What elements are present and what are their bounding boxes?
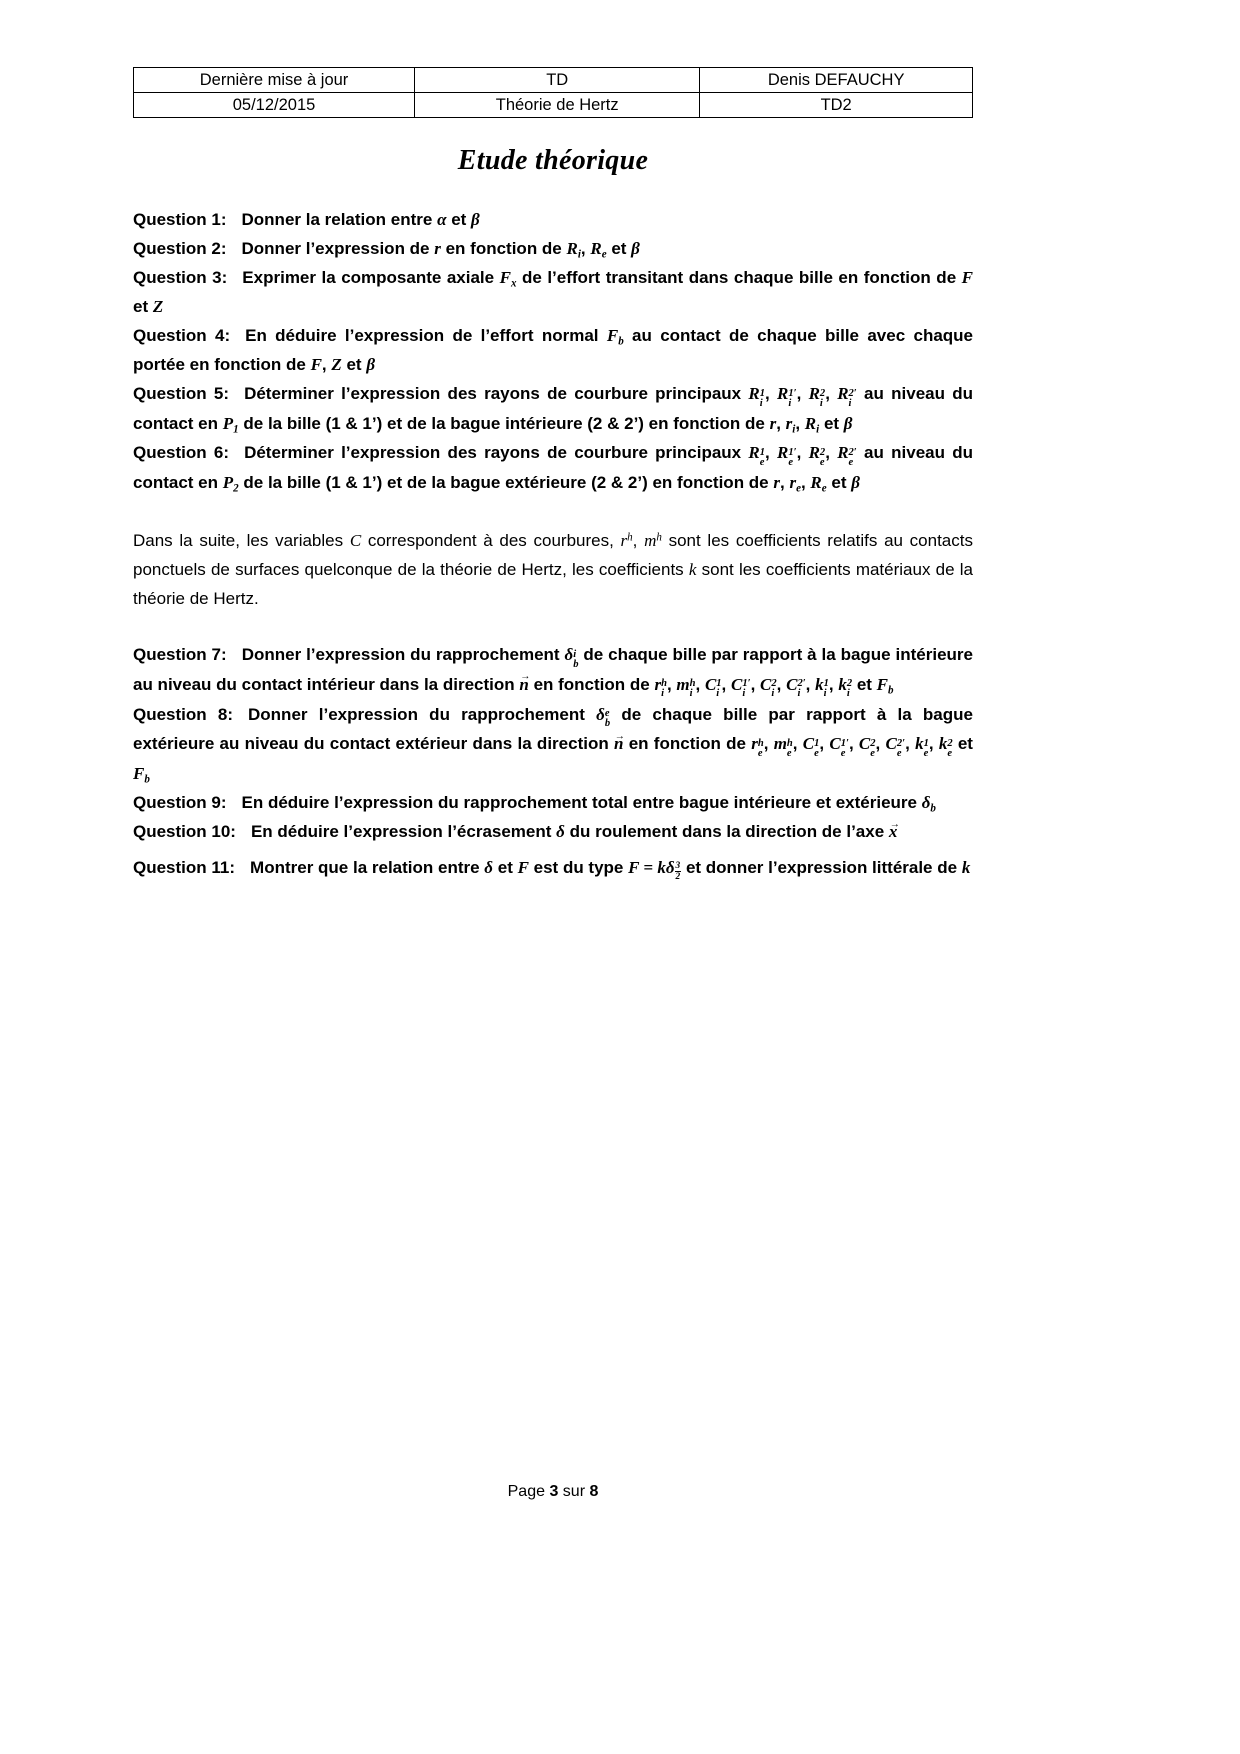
question-4 bbox=[133, 321, 973, 379]
question-11-text: Montrer que la relation entre δ et F est du type F = kδ $\frac{3}{2}$ et donner l’expression littérale de k bbox=[250, 858, 971, 883]
question-10-text: En déduire l’expression l’écrasement δ du roulement dans la direction de l’axe x → bbox=[251, 822, 897, 841]
document-page bbox=[133, 67, 973, 883]
question-7-text: Donner l’expression du rapprochement δ i b de chaque bille par rapport à la bague intérieure au niveau du contact intérieur dans la direction n → en fonction de r h i , m h i , C 1 i , C 1′ i , C 2 i , C 2′ i , k 1 i , k 2 i et $F_b$ bbox=[133, 645, 973, 694]
question-9-text: En déduire l’expression du rapprochement total entre bague intérieure et extérieure $\delta_b$ bbox=[241, 793, 936, 815]
question-9 bbox=[133, 788, 973, 817]
question-1-label: Question 1: bbox=[133, 210, 227, 229]
question-5-label: Question 5: bbox=[133, 384, 230, 403]
question-4-label: Question 4: bbox=[133, 326, 231, 345]
header-cell-author: Denis DEFAUCHY bbox=[700, 68, 973, 93]
question-8-text: Donner l’expression du rapprochement δ e b de chaque bille par rapport à la bague extérieure au niveau du contact extérieur dans la direction n → en fonction de r h e , m h e , C 1 e , C 1′ e , C 2 e , C 2′ e , k 1 e , k 2 e et $F_b$ bbox=[133, 705, 973, 784]
question-1 bbox=[133, 205, 973, 234]
header-row-1 bbox=[134, 68, 973, 93]
question-11 bbox=[133, 853, 973, 882]
header-cell-last-update-label: Dernière mise à jour bbox=[134, 68, 415, 93]
question-6 bbox=[133, 438, 973, 497]
question-11-label: Question 11: bbox=[133, 858, 236, 878]
header-cell-subject: Théorie de Hertz bbox=[415, 93, 700, 118]
question-7 bbox=[133, 640, 973, 700]
question-4-text: En déduire l’expression de l’effort normal $F_b$ au contact de chaque bille avec chaque portée en fonction de F, Z et β bbox=[133, 326, 974, 374]
question-8-label: Question 8: bbox=[133, 704, 234, 724]
question-3-text: Exprimer la composante axiale $F_x$ de l’effort transitant dans chaque bille en fonction de F et Z bbox=[133, 268, 973, 316]
page-title: Etude théorique bbox=[457, 145, 649, 176]
page-footer bbox=[133, 1483, 973, 1501]
question-3-label: Question 3: bbox=[133, 268, 228, 287]
page-number: Page 3 sur 8 bbox=[507, 1483, 599, 1500]
intro-paragraph: Dans la suite, les variables C correspondent à des courbures, $r^h$, $m^h$ sont les coefficients relatifs au contacts ponctuels de surfaces quelconque de la théorie de Hertz, les coefficients k sont les coefficients matériaux de la théorie de Hertz. bbox=[133, 530, 973, 608]
question-5-text: Déterminer l’expression des rayons de courbure principaux R 1 i , R 1′ i , R 2 i , R 2′ i au niveau du contact en $P_1$ de la bille (1 & 1’) et de la bague intérieure (2 & 2’) en fonction de r, $r_i$, $R_i$ et β bbox=[133, 384, 974, 436]
question-1-text: Donner la relation entre α et β bbox=[241, 210, 480, 229]
question-7-label: Question 7: bbox=[133, 644, 227, 664]
header-row-2 bbox=[134, 93, 973, 118]
question-2-label: Question 2: bbox=[133, 239, 227, 258]
header-cell-doc-code: TD2 bbox=[700, 93, 973, 118]
question-9-label: Question 9: bbox=[133, 793, 227, 813]
header-table bbox=[133, 67, 973, 118]
question-2 bbox=[133, 234, 973, 263]
question-10-label: Question 10: bbox=[133, 822, 236, 842]
question-2-text: Donner l’expression de r en fonction de $R_i$, $R_e$ et β bbox=[241, 239, 640, 261]
question-8 bbox=[133, 700, 973, 789]
question-6-label: Question 6: bbox=[133, 442, 230, 462]
header-cell-doc-type: TD bbox=[415, 68, 700, 93]
header-cell-date: 05/12/2015 bbox=[134, 93, 415, 118]
question-5 bbox=[133, 379, 973, 438]
question-3 bbox=[133, 263, 973, 321]
question-6-text: Déterminer l’expression des rayons de courbure principaux R 1 e , R 1′ e , R 2 e , R 2′ e au niveau du contact en $P_2$ de la bille (1 & 1’) et de la bague extérieure (2 & 2’) en fonction de r, $r_e$, $R_e$ et β bbox=[133, 442, 974, 495]
question-10 bbox=[133, 817, 973, 846]
